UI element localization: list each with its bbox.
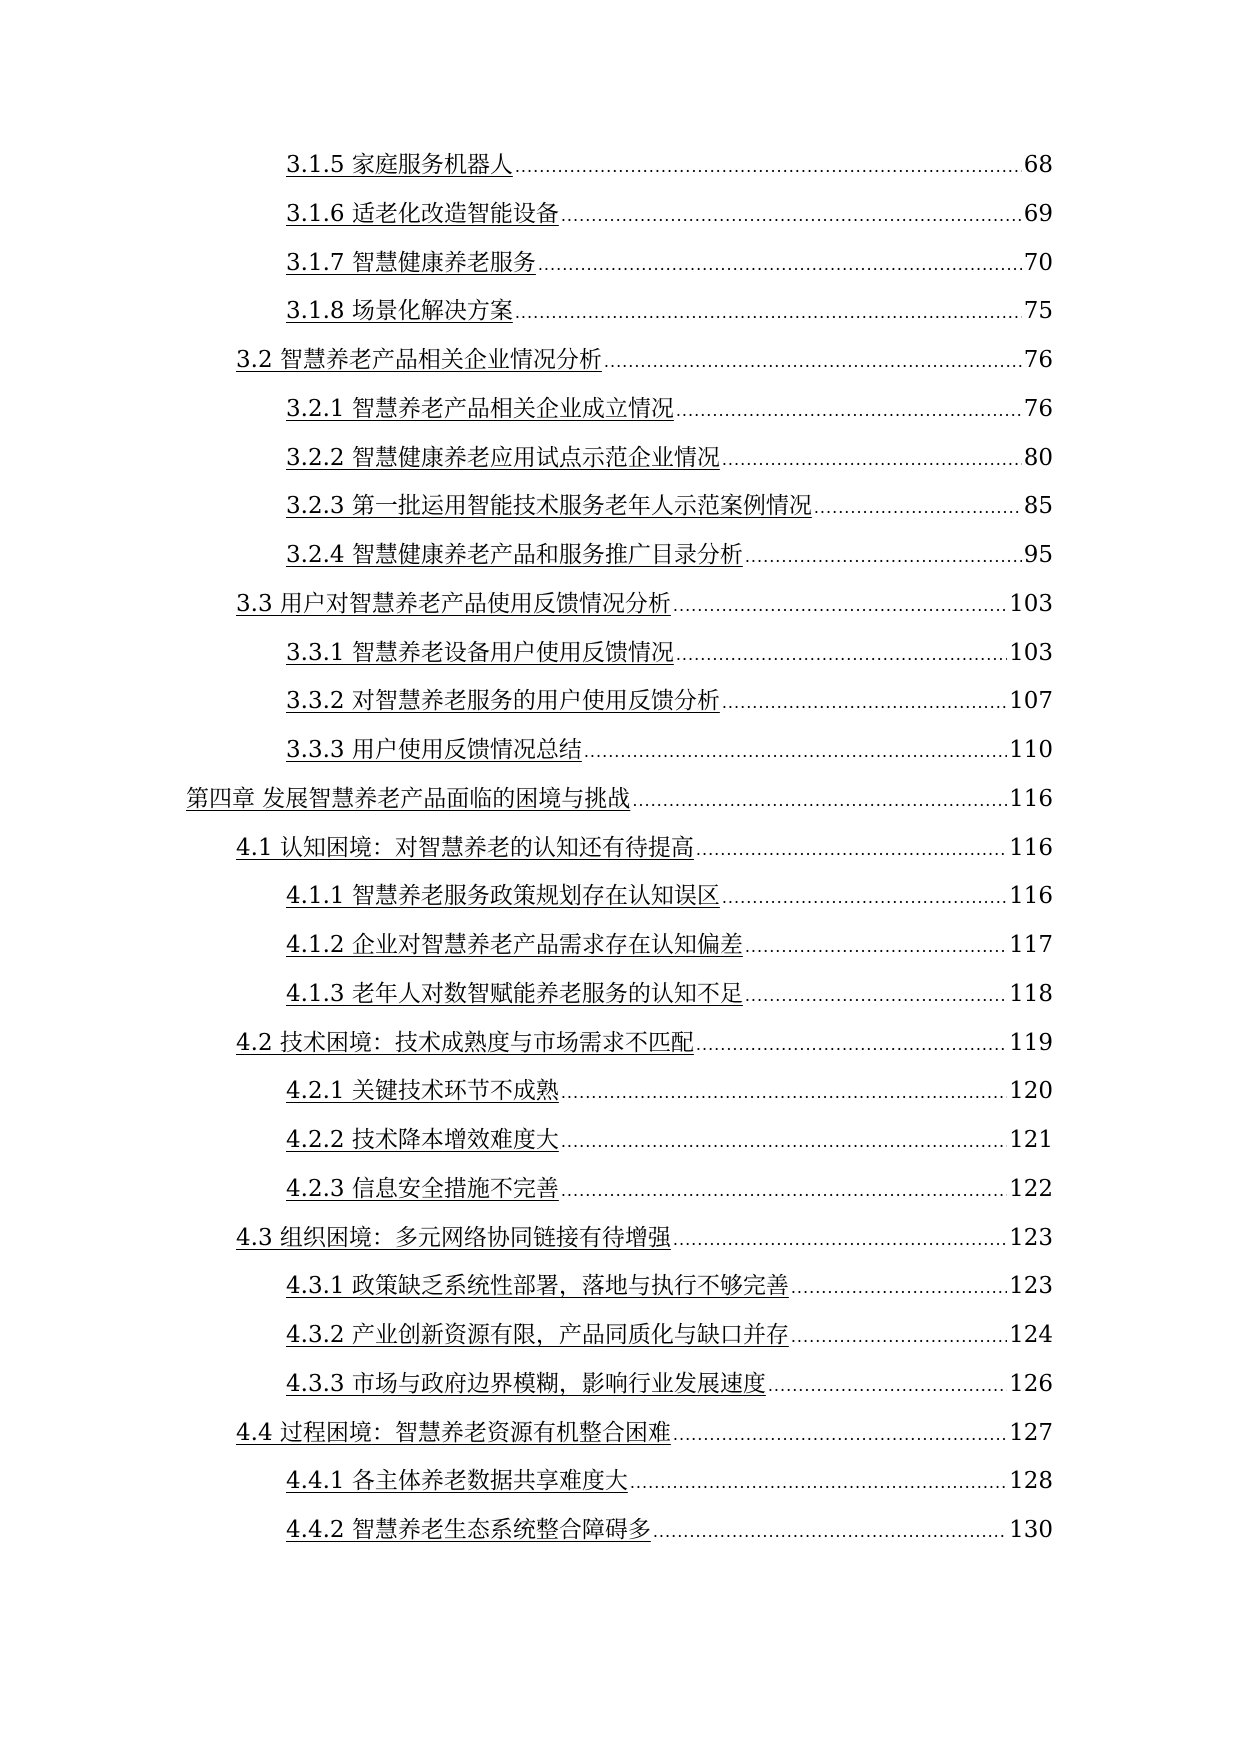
toc-link[interactable]	[236, 1418, 1053, 1450]
toc-link[interactable]	[286, 638, 1053, 670]
toc-page-number: 119	[1009, 1029, 1053, 1056]
toc-page-number: 70	[1023, 249, 1053, 276]
toc-dot-leader	[515, 152, 1022, 182]
toc-link[interactable]	[286, 394, 1053, 426]
toc-entry	[0, 784, 1239, 833]
toc-page-number: 85	[1023, 493, 1053, 520]
toc-entry	[0, 1271, 1239, 1320]
toc-page-number: 117	[1009, 932, 1053, 958]
toc-link[interactable]	[236, 833, 1053, 865]
toc-entry	[0, 1466, 1239, 1515]
toc-dot-leader	[791, 1322, 1007, 1352]
toc-entry-title: 4.3.3 市场与政府边界模糊，影响行业发展速度	[286, 1370, 766, 1397]
toc-dot-leader	[722, 445, 1022, 475]
toc-page-number: 124	[1009, 1322, 1053, 1348]
toc-entry	[0, 491, 1239, 540]
toc-entry	[0, 1076, 1239, 1125]
toc-page-number: 122	[1009, 1175, 1053, 1202]
toc-link[interactable]	[286, 735, 1053, 767]
toc-entry-title: 4.1.1 智慧养老服务政策规划存在认知误区	[286, 883, 720, 910]
toc-entry	[0, 199, 1239, 248]
toc-entry-title: 3.2 智慧养老产品相关企业情况分析	[236, 347, 602, 373]
toc-link[interactable]	[286, 491, 1053, 523]
toc-page-number: 116	[1009, 785, 1053, 812]
toc-link[interactable]	[286, 1466, 1053, 1498]
toc-dot-leader	[722, 883, 1007, 913]
toc-page-number: 128	[1009, 1468, 1053, 1495]
toc-entry	[0, 638, 1239, 687]
toc-entry-title: 4.2.3 信息安全措施不完善	[286, 1175, 559, 1202]
toc-dot-leader	[696, 835, 1007, 865]
toc-page-number: 127	[1009, 1419, 1053, 1446]
toc-dot-leader	[673, 1420, 1007, 1450]
toc-entry-title: 3.2.1 智慧养老产品相关企业成立情况	[286, 395, 674, 422]
toc-link[interactable]	[286, 881, 1053, 913]
toc-entry-title: 3.2.4 智慧健康养老产品和服务推广目录分析	[286, 542, 743, 568]
toc-page-number: 116	[1009, 883, 1053, 910]
toc-dot-leader	[791, 1273, 1007, 1303]
toc-entry	[0, 296, 1239, 345]
toc-dot-leader	[515, 298, 1022, 328]
toc-link[interactable]	[286, 199, 1053, 231]
toc-entry	[0, 881, 1239, 930]
toc-entry	[0, 1125, 1239, 1174]
toc-link[interactable]	[286, 1515, 1053, 1547]
toc-page-number: 76	[1023, 347, 1053, 373]
toc-entry	[0, 1174, 1239, 1223]
toc-link[interactable]	[286, 1174, 1053, 1206]
toc-dot-leader	[561, 201, 1022, 231]
toc-page-number: 116	[1009, 834, 1053, 861]
toc-entry	[0, 930, 1239, 979]
toc-link[interactable]	[286, 1369, 1053, 1401]
toc-entry-title: 3.3 用户对智慧养老产品使用反馈情况分析	[236, 590, 671, 617]
toc-link[interactable]	[286, 248, 1053, 280]
toc-link[interactable]	[286, 686, 1053, 718]
toc-entry	[0, 833, 1239, 882]
toc-link[interactable]	[286, 443, 1053, 475]
toc-entry-title: 4.4.1 各主体养老数据共享难度大	[286, 1468, 628, 1495]
toc-entry	[0, 394, 1239, 443]
toc-entry-title: 4.2.1 关键技术环节不成熟	[286, 1078, 559, 1105]
toc-link[interactable]	[236, 589, 1053, 621]
toc-entry	[0, 686, 1239, 735]
toc-page-number: 103	[1009, 639, 1053, 666]
toc-entry-title: 4.3 组织困境：多元网络协同链接有待增强	[236, 1224, 671, 1251]
toc-dot-leader	[745, 932, 1007, 962]
toc-entry-title: 4.1.3 老年人对数智赋能养老服务的认知不足	[286, 980, 743, 1007]
toc-dot-leader	[745, 981, 1007, 1011]
toc-entry-title: 4.1 认知困境：对智慧养老的认知还有待提高	[236, 834, 694, 861]
toc-page-number: 123	[1009, 1224, 1053, 1251]
toc-dot-leader	[561, 1176, 1007, 1206]
toc-entry	[0, 248, 1239, 297]
toc-entry	[0, 150, 1239, 199]
toc-page-number: 75	[1023, 298, 1053, 325]
toc-entry-title: 4.4 过程困境：智慧养老资源有机整合困难	[236, 1419, 671, 1446]
toc-dot-leader	[673, 1225, 1007, 1255]
toc-entry-title: 4.2.2 技术降本增效难度大	[286, 1127, 559, 1153]
toc-link[interactable]	[186, 784, 1053, 816]
toc-entry	[0, 735, 1239, 784]
toc-link[interactable]	[286, 1125, 1053, 1157]
toc-entry	[0, 589, 1239, 638]
toc-entry	[0, 1369, 1239, 1418]
toc-page-number: 68	[1023, 152, 1053, 178]
toc-dot-leader	[676, 640, 1007, 670]
toc-page-number: 76	[1023, 395, 1053, 422]
toc-dot-leader	[538, 250, 1022, 280]
toc-entry	[0, 979, 1239, 1028]
toc-link[interactable]	[286, 1076, 1053, 1108]
toc-link[interactable]	[286, 930, 1053, 962]
toc-entry	[0, 1223, 1239, 1272]
toc-entry-title: 4.4.2 智慧养老生态系统整合障碍多	[286, 1517, 651, 1543]
toc-entry-title: 3.3.1 智慧养老设备用户使用反馈情况	[286, 639, 674, 666]
toc-entry-title: 3.3.2 对智慧养老服务的用户使用反馈分析	[286, 688, 720, 715]
toc-dot-leader	[768, 1371, 1007, 1401]
toc-dot-leader	[561, 1078, 1007, 1108]
toc-entry	[0, 345, 1239, 394]
toc-entry	[0, 1028, 1239, 1077]
toc-dot-leader	[561, 1127, 1007, 1157]
toc-page-number: 126	[1009, 1370, 1053, 1397]
toc-entry	[0, 443, 1239, 492]
toc-link[interactable]	[286, 296, 1053, 328]
toc-link[interactable]	[236, 345, 1053, 377]
toc-dot-leader	[632, 786, 1007, 816]
toc-entry-title: 3.1.6 适老化改造智能设备	[286, 200, 559, 227]
toc-entry	[0, 1418, 1239, 1467]
toc-page-number: 107	[1009, 688, 1053, 715]
toc-page-number: 121	[1009, 1127, 1053, 1153]
toc-entry-title: 4.2 技术困境：技术成熟度与市场需求不匹配	[236, 1029, 694, 1056]
toc-dot-leader	[676, 396, 1022, 426]
toc-dot-leader	[696, 1030, 1007, 1060]
toc-link[interactable]	[286, 979, 1053, 1011]
toc-link[interactable]	[286, 1271, 1053, 1303]
toc-entry-title: 4.1.2 企业对智慧养老产品需求存在认知偏差	[286, 932, 743, 958]
toc-dot-leader	[653, 1517, 1007, 1547]
toc-page-number: 118	[1009, 980, 1053, 1007]
toc-page-number: 69	[1023, 200, 1053, 227]
toc-dot-leader	[584, 737, 1007, 767]
toc-entry-title: 3.3.3 用户使用反馈情况总结	[286, 737, 582, 763]
toc-dot-leader	[722, 688, 1007, 718]
toc-page-number: 80	[1023, 444, 1053, 471]
table-of-contents	[0, 150, 1239, 1564]
toc-entry	[0, 1515, 1239, 1564]
toc-link[interactable]	[286, 1320, 1053, 1352]
toc-link[interactable]	[286, 150, 1053, 182]
toc-dot-leader	[814, 493, 1022, 523]
toc-entry-title: 4.3.2 产业创新资源有限，产品同质化与缺口并存	[286, 1322, 789, 1348]
toc-entry-title: 4.3.1 政策缺乏系统性部署，落地与执行不够完善	[286, 1273, 789, 1300]
toc-entry-title: 3.1.7 智慧健康养老服务	[286, 249, 536, 276]
toc-link[interactable]	[286, 540, 1053, 572]
toc-page-number: 103	[1009, 590, 1053, 617]
toc-dot-leader	[745, 542, 1022, 572]
toc-link[interactable]	[236, 1223, 1053, 1255]
toc-page-number: 95	[1023, 542, 1053, 568]
toc-link[interactable]	[236, 1028, 1053, 1060]
toc-entry-title: 3.2.3 第一批运用智能技术服务老年人示范案例情况	[286, 493, 812, 520]
toc-entry-title: 3.2.2 智慧健康养老应用试点示范企业情况	[286, 444, 720, 471]
toc-entry-title: 3.1.8 场景化解决方案	[286, 298, 513, 325]
toc-entry-title: 3.1.5 家庭服务机器人	[286, 152, 513, 178]
toc-entry-title: 第四章 发展智慧养老产品面临的困境与挑战	[186, 785, 631, 812]
toc-dot-leader	[604, 347, 1022, 377]
toc-dot-leader	[630, 1468, 1007, 1498]
toc-page-number: 123	[1009, 1273, 1053, 1300]
toc-entry	[0, 540, 1239, 589]
toc-page-number: 110	[1009, 737, 1053, 763]
toc-page-number: 130	[1009, 1517, 1053, 1543]
toc-dot-leader	[673, 591, 1007, 621]
toc-page-number: 120	[1009, 1078, 1053, 1105]
toc-entry	[0, 1320, 1239, 1369]
